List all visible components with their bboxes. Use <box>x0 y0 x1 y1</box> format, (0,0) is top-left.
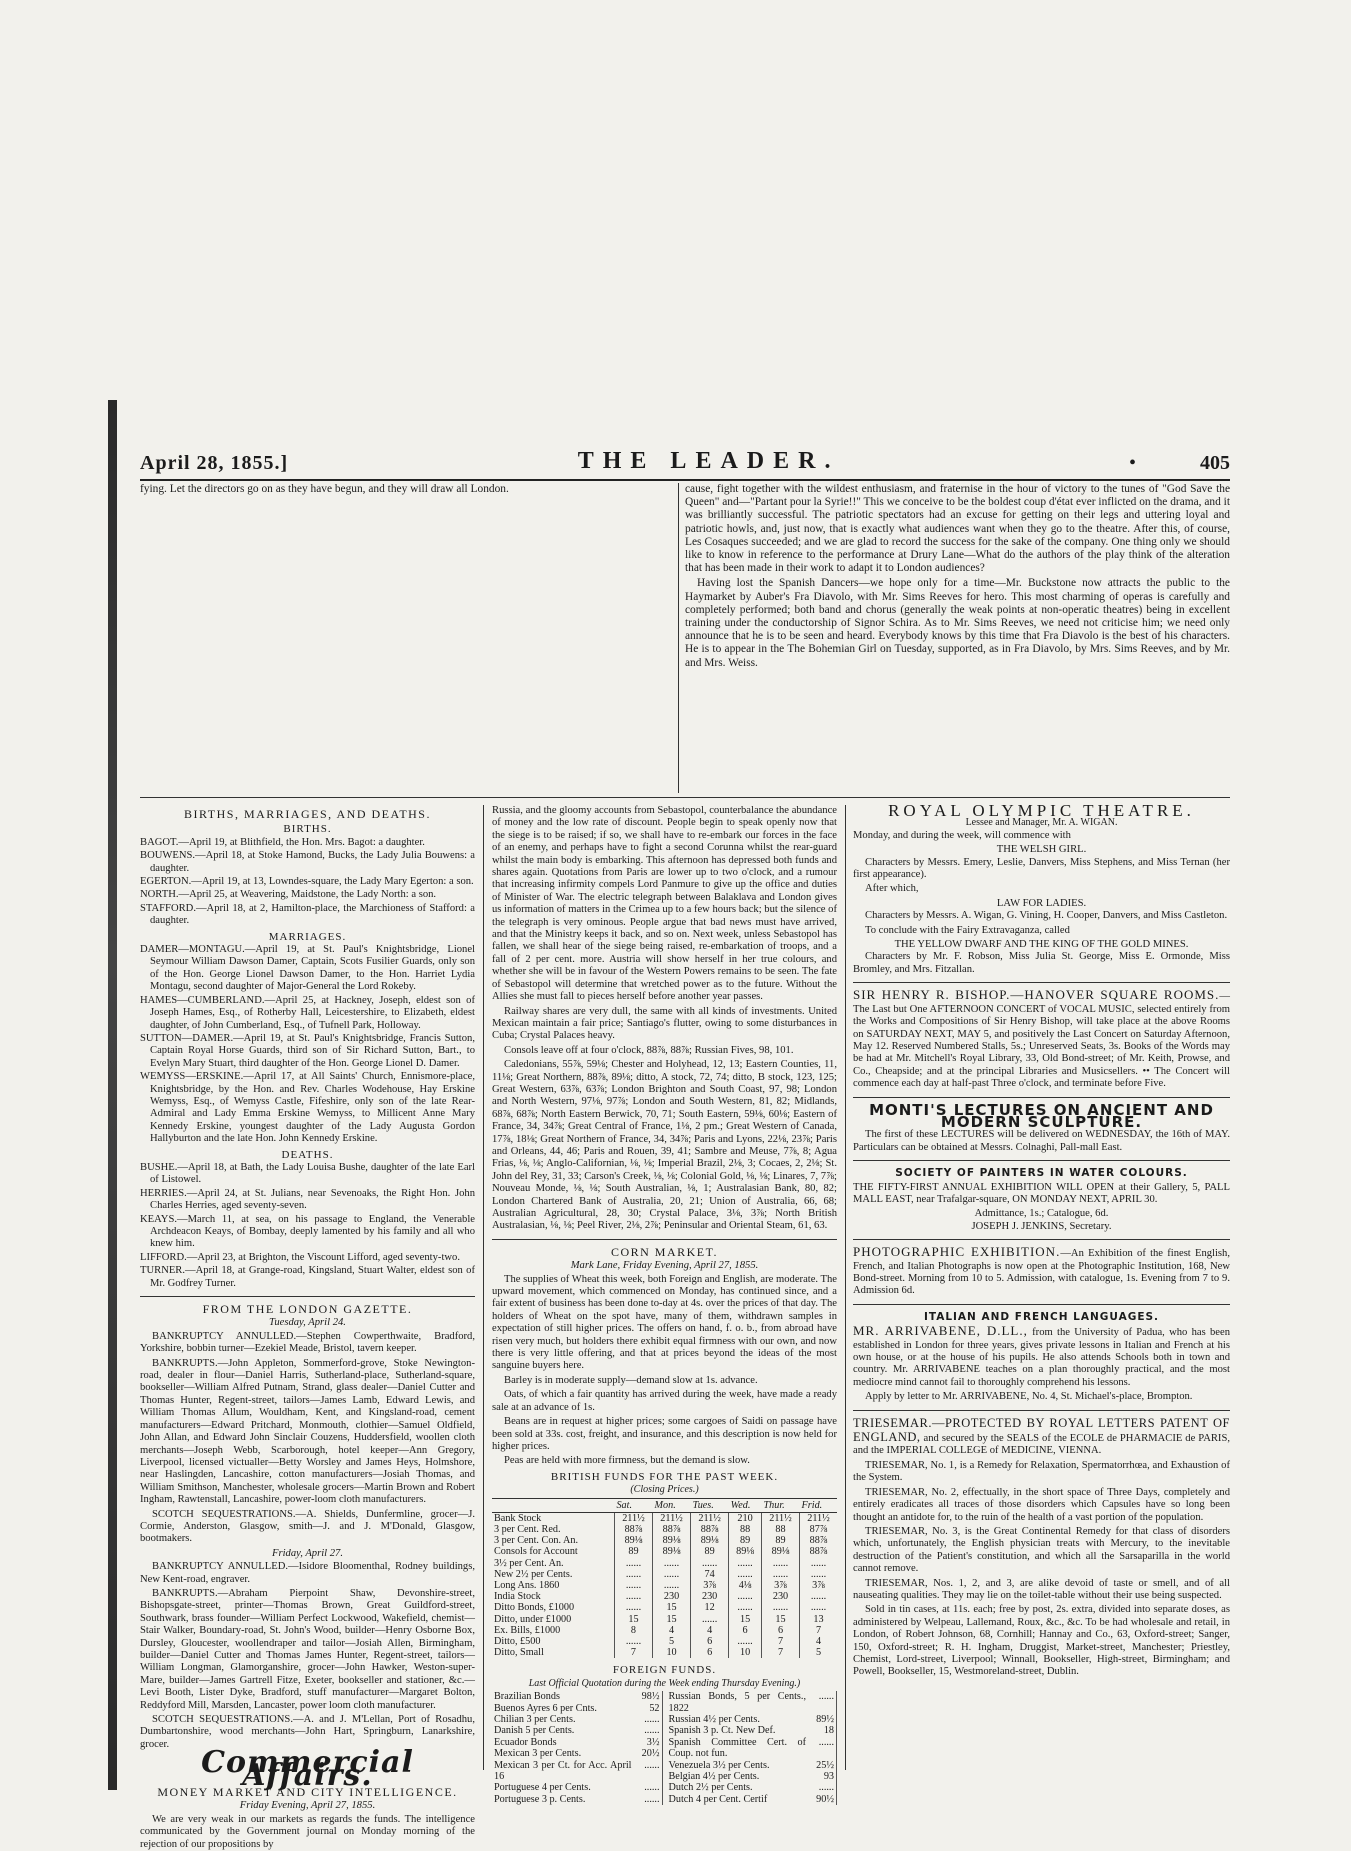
fund-price-cell: 89⅛ <box>653 1546 691 1557</box>
fund-price-cell: ...... <box>761 1569 799 1580</box>
fund-price-cell: ...... <box>729 1569 762 1580</box>
gazette-paragraph: BANKRUPTCY ANNULLED.—Isidore Bloomenthal, Rodney buildings, New Kent-road, engraver. <box>140 1561 475 1585</box>
fund-price-cell: 7 <box>800 1625 837 1636</box>
foreign-fund-name: Buenos Ayres 6 per Cnts. <box>494 1702 597 1714</box>
fund-price-cell: 88⅞ <box>653 1524 691 1535</box>
fund-price-cell: ...... <box>729 1602 762 1613</box>
foreign-fund-price: 98½ <box>634 1691 663 1702</box>
death-entry: TURNER.—April 18, at Grange-road, Kingsland, Stuart Walter, eldest son of Mr. Godfrey Turner. <box>140 1265 475 1289</box>
foreign-funds-right <box>667 1691 838 1805</box>
section-rule <box>853 1097 1230 1098</box>
table-row <box>492 1524 837 1535</box>
bishop-advert <box>853 989 1230 1090</box>
table-row <box>492 1794 662 1805</box>
triesemar-paragraph: TRIESEMAR, No. 3, is the Great Continental Remedy for that class of disorders which, unfortunately, the English physician treats with Mercury, to the inevitable destruction of the Patient's constitution, and which all the Sarsaparilla in the world cannot remove. <box>853 1525 1230 1575</box>
table-row <box>492 1636 837 1647</box>
triesemar-advert <box>853 1417 1230 1458</box>
arrivabene-text: from the University of Padua, who has been established in London for three years, gives private lessons in Italian and French at his own house, or at the house of his pupils. He also attends Schools both in town and country. Mr. ARRIVABENE teaches on a plan thoroughly practical, and the most mediocre mind cannot fail to thoroughly comprehend his lessons. <box>853 1327 1230 1388</box>
table-row <box>667 1737 837 1760</box>
header-bullet: • <box>1128 452 1136 474</box>
section-rule <box>853 1410 1230 1411</box>
fund-price-cell: 211½ <box>761 1512 799 1524</box>
foreign-fund-price: ...... <box>634 1760 663 1783</box>
fund-price-cell: 88⅞ <box>614 1524 652 1535</box>
olympic-theatre-title: ROYAL OLYMPIC THEATRE. <box>888 801 1195 820</box>
foreign-fund-price: ...... <box>634 1725 663 1736</box>
column-divider <box>845 805 846 1770</box>
foreign-funds-title: FOREIGN FUNDS. <box>612 1664 717 1677</box>
deaths-heading: DEATHS. <box>281 1148 334 1161</box>
theatre-article-col1 <box>140 483 670 793</box>
table-row <box>492 1725 662 1736</box>
marriage-entry: DAMER—MONTAGU.—April 19, at St. Paul's Knightsbridge, Lionel Seymour William Dawson Damer, Captain, Scots Fusilier Guards, only son of the Hon. George Lionel Dawson Damer, to the Hon. Harriet Lydia Montagu, second daughter of Major-General the Lord Rokeby. <box>140 944 475 993</box>
column-one <box>140 805 475 1850</box>
foreign-funds-subtitle: Last Official Quotation during the Week ending Thursday Evening.) <box>528 1677 801 1689</box>
fund-name-cell: New 2½ per Cents. <box>494 1568 573 1580</box>
triesemar-paragraph: TRIESEMAR, Nos. 1, 2, and 3, are alike devoid of taste or smell, and of all nauseating qualities. They may lie on the toilet-table without their use being suspected. <box>853 1577 1230 1601</box>
fund-price-cell: 3⅞ <box>691 1580 729 1591</box>
corn-paragraph: Oats, of which a fair quantity has arrived during the week, have made a ready sale at an advance of 1s. <box>492 1389 837 1413</box>
table-row <box>667 1794 837 1805</box>
section-rule <box>853 1304 1230 1305</box>
fund-name-cell: 3 per Cent. Red. <box>494 1523 561 1535</box>
table-row <box>492 1647 837 1658</box>
gazette-paragraph: BANKRUPTCY ANNULLED.—Stephen Cowperthwaite, Bradford, Yorkshire, bobbin turner—Ezekiel Meade, Bristol, tavern keeper. <box>140 1330 475 1355</box>
newspaper-page <box>140 445 1230 1850</box>
column-header: Thur. <box>761 1498 799 1512</box>
column-divider <box>483 805 484 1770</box>
fund-price-cell: ...... <box>800 1558 837 1569</box>
money-market-paragraph: Caledonians, 55⅞, 59⅛; Chester and Holyhead, 12, 13; Eastern Counties, 11, 11⅛; Great Northern, 88⅞, 89⅛; ditto, A stock, 72, 74; ditto, B stock, 123, 125; Great Western, 63⅞, 63⅞; London Brighton and South Coast, 97, 98; London and North Western, 97⅛, 97⅞; London and South Western, 81, 82; Midlands, 68⅞, 68⅞; North Eastern Berwick, 70, 71; South Eastern, 59⅛, 60⅛; Eastern of France, 34, 34⅞; Great Central of France, 1⅛, 2 pm.; Great Western of Canada, 17⅞, 18⅛; Great Northern of France, 34, 34⅞; Paris and Lyons, 22⅛, 23⅞; Paris and Orleans, 44, 46; Paris and Rouen, 39, 41; Sambre and Meuse, 7⅞, 8; Agua Frias, ⅛, ⅛; Anglo-Californian, ⅛, ⅛; Imperial Brazil, 2⅛, 3; Cocaes, 2, 2⅛; St. John del Rey, 31, 33; Carson's Creek, ⅛, ⅛; Colonial Gold, ⅛, ⅛; Linares, 7, 7⅞; Nouveau Monde, ⅛, ⅛; South Australian, ⅛, 1; Australasian Bank, 80, 82; London Chartered Bank of Australia, 20, 21; Union of Australia, 66, 68; Australian Agricultural, 28, 30; Crystal Palace, 3⅛, 3⅞; North British Australasian, ⅛, ⅛; Peel River, 2⅛, 2⅞; Peninsular and Oriental Steam, 61, 63. <box>492 1059 837 1232</box>
fund-price-cell: 13 <box>800 1614 837 1625</box>
bishop-text: —The Last but One AFTERNOON CONCERT of VOCAL MUSIC, selected entirely from the Works and Compositions of Sir Henry Bishop, will take place at the above Rooms on SATURDAY NEXT, MAY 5, and positively the Last Concert on Saturday Afternoon, May 12. Reserved Numbered Stalls, 5s.; Unreserved Seats, 3s. Books of the Words may be had at Mr. Mitchell's Royal Library, 33, Old Bond-street; of Mr. Keith, Prowse, and Co., Cheapside; and at the principal Libraries and Musicsellers. •• The Concert will commence each day at half-past Three o'clock, and terminate before Five. <box>853 991 1230 1090</box>
fund-name-cell: Ditto, £500 <box>494 1635 541 1647</box>
money-market-paragraph: Consols leave off at four o'clock, 88⅞, 88⅞; Russian Fives, 98, 101. <box>504 1044 794 1056</box>
money-market-paragraph: Railway shares are very dull, the same with all kinds of investments. United Mexican maintain a fair price; Santiago's flutter, owing to some disturbances in Cuba; Crystal Palaces heavy. <box>492 1005 837 1042</box>
fund-name-cell: Ditto, Small <box>494 1647 544 1659</box>
fund-price-cell: ...... <box>800 1591 837 1602</box>
birth-entry: EGERTON.—April 19, at 13, Lowndes-square, the Lady Mary Egerton: a son. <box>140 876 474 888</box>
fund-price-cell: 87⅞ <box>800 1524 837 1535</box>
fund-price-cell: 15 <box>761 1614 799 1625</box>
olympic-play-title: THE YELLOW DWARF AND THE KING OF THE GOLD MINES. <box>894 939 1189 951</box>
olympic-line: Monday, and during the week, will commence with <box>853 829 1071 841</box>
fund-name-cell: Bank Stock <box>494 1512 542 1524</box>
foreign-fund-name: Portuguese 3 p. Cents. <box>494 1793 586 1805</box>
masthead-title: THE LEADER. <box>577 448 840 474</box>
fund-price-cell: 211½ <box>653 1512 691 1524</box>
column-header: Sat. <box>614 1498 652 1512</box>
table-row <box>667 1691 837 1714</box>
table-row <box>667 1782 837 1793</box>
section-rule <box>140 1296 475 1297</box>
foreign-fund-name: Dutch 2½ per Cents. <box>668 1782 753 1794</box>
fund-price-cell: 7 <box>761 1636 799 1647</box>
section-rule <box>492 1239 837 1240</box>
corn-market-date: Mark Lane, Friday Evening, April 27, 1855. <box>570 1260 759 1272</box>
money-market-date: Friday Evening, April 27, 1855. <box>239 1800 376 1812</box>
column-header: Wed. <box>729 1498 762 1512</box>
fund-price-cell: 6 <box>691 1636 729 1647</box>
column-two <box>492 805 837 1805</box>
fund-price-cell: ...... <box>653 1580 691 1591</box>
column-three <box>853 801 1230 1770</box>
fund-price-cell: 6 <box>729 1625 762 1636</box>
fund-price-cell: 88 <box>729 1524 762 1535</box>
fund-price-cell: 5 <box>800 1647 837 1658</box>
british-funds-body <box>492 1512 837 1658</box>
monti-lectures-title: MONTI'S LECTURES ON ANCIENT AND MODERN SCULPTURE. <box>869 1100 1214 1131</box>
fund-price-cell: 5 <box>653 1636 691 1647</box>
fund-price-cell: 15 <box>653 1614 691 1625</box>
table-row <box>492 1602 837 1613</box>
arrivabene-apply: Apply by letter to Mr. ARRIVABENE, No. 4, St. Michael's-place, Brompton. <box>865 1391 1193 1403</box>
corn-market-title: CORN MARKET. <box>610 1244 719 1259</box>
photo-text: —An Exhibition of the finest English, French, and Italian Photographs is now open at the Photographic Institution, 168, New Bond-street. Morning from 10 to 5. Admission, with catalogue, 1s. Evening from 7 to 9. Admission 6d. <box>853 1248 1230 1297</box>
column-header <box>492 1498 614 1512</box>
table-row <box>492 1691 662 1702</box>
arrivabene-advert <box>853 1325 1230 1389</box>
olympic-line: To conclude with the Fairy Extravaganza, called <box>865 924 1070 936</box>
fund-price-cell: 211½ <box>691 1512 729 1524</box>
foreign-fund-name: Russian 4½ per Cents. <box>668 1714 760 1725</box>
foreign-fund-name: Spanish 3 p. Ct. New Def. <box>668 1725 776 1737</box>
bishop-title: SIR HENRY R. BISHOP.—HANOVER SQUARE ROOMS. <box>853 987 1220 1003</box>
fund-price-cell: 3⅞ <box>800 1580 837 1591</box>
gazette-paragraph: BANKRUPTS.—John Appleton, Sommerford-grove, Stoke Newington-road, dealer in flour—Daniel Harris, Sutherland-place, Sutherland-square, bookseller—William Alfred Putnam, Strand, glass dealer—Daniel Cutter and Thomas Hunter, Regent-street, tailors—James Lamb, Edward Lewis, and William Thomas Allum, Wouldham, Kent, and Kingsland-road, cement manufacturers—Edward Pritchard, Monmouth, clothier—Samuel Oldfield, John Allan, and Edward John Sinclair Couzens, Huddersfield, woollen cloth merchants—Joseph Webb, Scarborough, hotel keeper—Ann Gregory, Liverpool, licensed victualler—Betty Worsley and James Heys, Holmshore, near Haslingden, Lancashire, cotton manufacturers—Josiah Thomas, and William Smithson, Manchester, wholesale grocers—Martin Brown and Robert Ingham, Rawtenstall, Lancashire, power-loom cloth manufacturers. <box>140 1357 475 1506</box>
triesemar-paragraph: TRIESEMAR, No. 2, effectually, in the short space of Three Days, completely and entirely eradicates all traces of those disorders which Capsules have so long been thought an antidote for, to the ruin of the health of a vast portion of the population. <box>853 1486 1230 1523</box>
fund-price-cell: ...... <box>691 1558 729 1569</box>
fund-price-cell: 6 <box>761 1625 799 1636</box>
fund-price-cell: 88⅞ <box>800 1535 837 1546</box>
fund-name-cell: Ex. Bills, £1000 <box>494 1624 561 1636</box>
foreign-fund-price: ...... <box>634 1714 663 1725</box>
table-row <box>667 1771 837 1782</box>
fund-price-cell: ...... <box>614 1636 652 1647</box>
british-funds-subtitle: (Closing Prices.) <box>630 1484 699 1496</box>
page-header <box>140 445 1230 481</box>
fund-price-cell: 8 <box>614 1625 652 1636</box>
fund-price-cell: 6 <box>691 1647 729 1658</box>
fund-price-cell: ...... <box>614 1569 652 1580</box>
commercial-affairs-title: Commercial Affairs. <box>201 1745 414 1793</box>
fund-price-cell: ...... <box>691 1614 729 1625</box>
foreign-fund-price: 89½ <box>808 1714 837 1725</box>
photo-advert <box>853 1246 1230 1298</box>
section-rule <box>853 982 1230 983</box>
gazette-title: FROM THE LONDON GAZETTE. <box>202 1302 413 1317</box>
fund-price-cell: 89⅛ <box>691 1535 729 1546</box>
painters-admittance: Admittance, 1s.; Catalogue, 6d. <box>974 1208 1109 1220</box>
binding-edge-shadow <box>108 400 117 1790</box>
birth-entry: STAFFORD.—April 18, at 2, Hamilton-place, the Marchioness of Stafford: a daughter. <box>140 902 475 927</box>
article-paragraph: cause, fight together with the wildest enthusiasm, and fraternise in the hour of victory to the tunes of "God Save the Queen" and—"Partant pour la Syrie!!" This we conceive to be the boldest coup d'état ever inflicted on the drama, and it was brilliantly successful. The patriotic spectators had an excuse for getting on their legs and uttering loyal and patriotic howls, and, just now, that is exactly what audiences want when they go to the theatre. After this, of course, Les Cosaques succeeded; and we are glad to record the success for the sake of the company. One thing only we should like to know in reference to the performance at Drury Lane—What do the authors of the play think of the alteration that has been made in their work to adapt it to London audiences? <box>685 483 1230 575</box>
foreign-fund-name: Mexican 3 per Ct. for Acc. April 16 <box>494 1759 632 1783</box>
fund-price-cell: 4⅛ <box>729 1580 762 1591</box>
death-entry: BUSHE.—April 18, at Bath, the Lady Louisa Bushe, daughter of the late Earl of Listowel. <box>140 1161 475 1186</box>
foreign-fund-price: ...... <box>808 1782 837 1793</box>
table-row <box>492 1748 662 1759</box>
fund-name-cell: 3½ per Cent. An. <box>494 1557 564 1569</box>
monti-lectures-text: The first of these LECTURES will be delivered on WEDNESDAY, the 16th of MAY. Particulars can be obtained at Messrs. Colnaghi, Pall-mall East. <box>853 1129 1230 1153</box>
table-row <box>492 1546 837 1557</box>
table-row <box>492 1558 837 1569</box>
foreign-fund-name: Belgian 4½ per Cents. <box>668 1771 760 1783</box>
fund-name-cell: India Stock <box>494 1591 541 1603</box>
birth-entry: BOUWENS.—April 18, at Stoke Hamond, Bucks, the Lady Julia Bouwens: a daughter. <box>140 850 475 874</box>
marriage-entry: SUTTON—DAMER.—April 19, at St. Paul's Knightsbridge, Francis Sutton, Captain Royal Horse Guards, third son of Sir Richard Sutton, Bart., to Evelyn Mary Stuart, third daughter of the Hon. George Lionel D. Damer. <box>140 1032 475 1069</box>
birth-entry: BAGOT.—April 19, at Blithfield, the Hon. Mrs. Bagot: a daughter. <box>140 836 425 848</box>
fund-price-cell: 10 <box>729 1647 762 1658</box>
issue-date: April 28, 1855.] <box>140 452 289 474</box>
fund-price-cell: 89 <box>691 1546 729 1557</box>
fund-price-cell: ...... <box>800 1602 837 1613</box>
bmd-title: BIRTHS, MARRIAGES, AND DEATHS. <box>184 807 431 821</box>
fund-name-cell: Ditto, under £1000 <box>494 1613 572 1625</box>
british-funds-title: BRITISH FUNDS FOR THE PAST WEEK. <box>550 1470 779 1483</box>
fund-price-cell: ...... <box>653 1569 691 1580</box>
column-divider <box>678 483 679 793</box>
table-row <box>492 1614 837 1625</box>
money-market-paragraph: We are very weak in our markets as regards the funds. The intelligence communicated by the Government journal on Monday morning of the rejection of our propositions by <box>140 1813 475 1850</box>
fund-price-cell: 88 <box>761 1524 799 1535</box>
column-header: Mon. <box>653 1498 691 1512</box>
fund-name-cell: Ditto Bonds, £1000 <box>494 1602 575 1614</box>
marriages-heading: MARRIAGES. <box>268 930 347 943</box>
table-row <box>492 1580 837 1591</box>
foreign-fund-price: ...... <box>634 1782 663 1793</box>
column-header: Frid. <box>800 1498 837 1512</box>
fund-price-cell: 88⅞ <box>800 1546 837 1557</box>
corn-paragraph: Beans are in request at higher prices; some cargoes of Saidi on passage have been sold at 33s. cost, freight, and insurance, and this description is now held for higher prices. <box>492 1416 837 1452</box>
fund-price-cell: 89 <box>729 1535 762 1546</box>
money-market-paragraph: Russia, and the gloomy accounts from Sebastopol, counterbalance the abundance of money and the low rate of discount. People begin to speak openly now that the siege is to be raised; if so, we shall have to re-embark our forces in the face of an enemy, and perhaps have to fight a second Corunna whilst the rear-guard whilst the main body is embarking. This afternoon has depressed both funds and shares again. Quotations from Paris are lower up to two o'clock, and a rumour that increasing infirmity compels Lord Panmure to give up the office and duties of Minister of War. The electric telegraph between Balaklava and London gives us information of matters in the Crimea up to a few hours back; but the silence of the telegraph is very ominous. People argue that bad news must have arrived, and that the Ministry keeps it back, and so on. Next week, unless Sebastopol has fallen, we shall hear of the siege being raised, re-embarkation of troops, and a fall of 2 per cent. more. Austria will show herself in her true colours, and whether she will be in favour of the Western Powers remains to be seen. The fate of Sebastopol will determine that wretched power as to the future. Without the Allies she must fall to pieces herself before another year passes. <box>492 805 837 1003</box>
fund-price-cell: ...... <box>729 1558 762 1569</box>
fund-name-cell: 3 per Cent. Con. An. <box>494 1535 579 1547</box>
fund-price-cell: 4 <box>691 1625 729 1636</box>
article-paragraph: fying. Let the directors go on as they have begun, and they will draw all London. <box>140 483 509 495</box>
corn-paragraph: Barley is in moderate supply—demand slow at 1s. advance. <box>504 1374 758 1386</box>
money-market-title: MONEY MARKET AND CITY INTELLIGENCE. <box>157 1785 458 1800</box>
table-row <box>492 1760 662 1783</box>
foreign-fund-name: Ecuador Bonds <box>494 1736 557 1748</box>
foreign-fund-name: Brazilian Bonds <box>494 1691 560 1703</box>
death-entry: LIFFORD.—April 23, at Brighton, the Viscount Lifford, aged seventy-two. <box>140 1251 460 1263</box>
foreign-fund-price: 25½ <box>808 1760 837 1771</box>
foreign-fund-name: Mexican 3 per Cents. <box>494 1748 582 1760</box>
table-row <box>667 1714 837 1725</box>
column-header: Tues. <box>691 1498 729 1512</box>
painters-text: THE FIFTY-FIRST ANNUAL EXHIBITION WILL OPEN at their Gallery, 5, PALL MALL EAST, near Trafalgar-square, ON MONDAY NEXT, APRIL 30. <box>853 1181 1230 1205</box>
photo-title: PHOTOGRAPHIC EXHIBITION. <box>853 1244 1061 1260</box>
table-row <box>667 1725 837 1736</box>
fund-price-cell: ...... <box>614 1558 652 1569</box>
triesemar-paragraph: Sold in tin cases, at 11s. each; free by post, 2s. extra, divided into separate doses, as administered by Welpeau, Lallemand, Roux, &c., &c. To be had wholesale and retail, in London, of Robert Johnson, 68, Cornhill; Hannay and Co., 63, Oxford-street; Sanger, 150, Oxford-street; R. H. Ingham, Druggist, Market-street, Manchester; Priestley, Chemist, Lord-street, Liverpool; Winnall, Bookseller, High-street, Birmingham; and Powell, Bookseller, 15, Westmoreland-street, Dublin. <box>853 1604 1230 1678</box>
table-header-row <box>492 1498 837 1512</box>
foreign-fund-name: Venezuela 3½ per Cents. <box>668 1759 770 1771</box>
table-row <box>492 1512 837 1524</box>
fund-price-cell: ...... <box>800 1569 837 1580</box>
gazette-date: Tuesday, April 24. <box>269 1317 346 1329</box>
corn-paragraph: The supplies of Wheat this week, both Foreign and English, are moderate. The upward movement, which commenced on Monday, has continued since, and a fair extent of business has been done to-day at 4s. over the prices of that day. The holders of Wheat on the spot have, many of them, withdrawn samples in expectation of still higher prices. The offers on hand, f. o. b., from abroad have risen very much, but holders there exhibit equal firmness with our own, and now there is very little offering, and that at prices beyond the ideas of the most sanguine buyers here. <box>492 1273 837 1372</box>
table-row <box>492 1535 837 1546</box>
fund-price-cell: 4 <box>653 1625 691 1636</box>
arrivabene-title: MR. ARRIVABENE, D.LL., <box>853 1323 1028 1339</box>
gazette-date: Friday, April 27. <box>271 1547 344 1559</box>
fund-price-cell: 211½ <box>800 1512 837 1524</box>
fund-price-cell: 15 <box>653 1602 691 1613</box>
foreign-fund-name: Spanish Committee Cert. of Coup. not fun. <box>668 1736 806 1760</box>
fund-price-cell: 89⅛ <box>653 1535 691 1546</box>
foreign-fund-name: Portuguese 4 per Cents. <box>494 1782 591 1794</box>
painters-secretary: JOSEPH J. JENKINS, Secretary. <box>971 1220 1112 1232</box>
foreign-fund-price: ...... <box>808 1737 837 1760</box>
fund-price-cell: 230 <box>691 1591 729 1602</box>
fund-price-cell: ...... <box>653 1558 691 1569</box>
foreign-funds-left <box>492 1691 663 1805</box>
foreign-fund-price: 93 <box>808 1771 837 1782</box>
table-row <box>492 1569 837 1580</box>
fund-price-cell: 12 <box>691 1602 729 1613</box>
fund-price-cell: ...... <box>761 1558 799 1569</box>
gazette-paragraph: SCOTCH SEQUESTRATIONS.—A. and J. M'Lellan, Port of Rosadhu, Dumbartonshire, wood merchants—John Hart, Springburn, Lanarkshire, grocer. <box>140 1714 475 1750</box>
fund-price-cell: 230 <box>653 1591 691 1602</box>
gazette-paragraph: SCOTCH SEQUESTRATIONS.—A. Shields, Dunfermline, grocer—J. Cormie, Anderston, Glasgow, smith—J. and J. M'Donald, Glasgow, bootmakers. <box>140 1508 475 1545</box>
fund-price-cell: 89 <box>614 1546 652 1557</box>
fund-price-cell: 15 <box>614 1614 652 1625</box>
fund-name-cell: Long Ans. 1860 <box>494 1579 560 1591</box>
section-rule <box>853 1160 1230 1161</box>
table-row <box>492 1703 662 1714</box>
fund-price-cell: 10 <box>653 1647 691 1658</box>
triesemar-title: TRIESEMAR.—PROTECTED BY ROYAL LETTERS PATENT OF ENGLAND, <box>853 1415 1230 1445</box>
olympic-line: Characters by Messrs. A. Wigan, G. Vining, H. Cooper, Danvers, and Miss Castleton. <box>865 910 1228 922</box>
fund-price-cell: 211½ <box>614 1512 652 1524</box>
fund-price-cell: ...... <box>614 1580 652 1591</box>
olympic-line: After which, <box>865 883 919 895</box>
page-number: 405 <box>1200 452 1230 474</box>
fund-price-cell: 89 <box>761 1535 799 1546</box>
fund-price-cell: ...... <box>614 1591 652 1602</box>
foreign-fund-name: Dutch 4 per Cent. Certif <box>668 1793 768 1805</box>
olympic-line: Characters by Mr. F. Robson, Miss Julia St. George, Miss E. Ormonde, Miss Bromley, and Mrs. Fitzallan. <box>853 951 1230 975</box>
table-row <box>667 1760 837 1771</box>
foreign-fund-price: 52 <box>634 1703 663 1714</box>
section-rule <box>140 797 1230 798</box>
marriage-entry: HAMES—CUMBERLAND.—April 25, at Hackney, Joseph, eldest son of Joseph Hames, Esq., of Rotherby Hall, Leicestershire, to Elizabeth, eldest daughter, of John Cumberland, Esq., of Tufnell Park, Holloway. <box>140 994 475 1031</box>
foreign-fund-price: 3½ <box>634 1737 663 1748</box>
fund-price-cell: ...... <box>614 1602 652 1613</box>
death-entry: KEAYS.—March 11, at sea, on his passage to England, the Venerable Archdeacon Keays, of Bombay, deeply lamented by his family and all who knew him. <box>140 1213 475 1250</box>
corn-paragraph: Peas are held with more firmness, but the demand is slow. <box>504 1455 750 1467</box>
section-rule <box>853 1239 1230 1240</box>
table-row <box>492 1625 837 1636</box>
table-row <box>492 1714 662 1725</box>
foreign-fund-name: Danish 5 per Cents. <box>494 1725 575 1737</box>
foreign-fund-name: Chilian 3 per Cents. <box>494 1714 576 1725</box>
fund-price-cell: 74 <box>691 1569 729 1580</box>
fund-price-cell: ...... <box>729 1591 762 1602</box>
table-row <box>492 1591 837 1602</box>
fund-price-cell: 15 <box>729 1614 762 1625</box>
foreign-funds-tables <box>492 1691 837 1805</box>
fund-price-cell: 210 <box>729 1512 762 1524</box>
fund-price-cell: 3⅞ <box>761 1580 799 1591</box>
fund-price-cell: 89⅛ <box>614 1535 652 1546</box>
fund-price-cell: 4 <box>800 1636 837 1647</box>
births-heading: BIRTHS. <box>283 823 332 836</box>
marriage-entry: WEMYSS—ERSKINE.—April 17, at All Saints' Church, Ennismore-place, Knightsbridge, by the Hon. and Rev. Charles Wodehouse, Hay Erskine Wemyss, Esq., of Wemyss Castle, Fifeshire, only son of the late Rear-Admiral and Lady Emma Erskine Wemyss, to Millicent Anne Mary Kennedy Erskine, youngest daughter of the Lady Augusta Gordon Hallyburton and the late Hon. John Kennedy Erskine. <box>140 1071 475 1145</box>
article-paragraph: Having lost the Spanish Dancers—we hope only for a time—Mr. Buckstone now attracts the public to the Haymarket by Auber's Fra Diavolo, with Mr. Sims Reeves for hero. This most charming of operas is carefully and completely performed; both band and chorus (generally the weak points at non-operatic theatres) being in excellent training under the conductorship of Signor Schira. As to Mr. Sims Reeves, we need not criticise him; we need only announce that he is to be seen and heard. Everybody knows by this time that Fra Diavolo is the best of his characters. He is to appear in the The Bohemian Girl on Tuesday, supported, as in Fra Diavolo, by Mrs. Sims Reeves, and by Mr. and Mrs. Weiss. <box>685 577 1230 669</box>
fund-price-cell: 7 <box>614 1647 652 1658</box>
olympic-lessee: Lessee and Manager, Mr. A. WIGAN. <box>965 817 1118 829</box>
olympic-play-title: THE WELSH GIRL. <box>996 844 1087 856</box>
table-row <box>492 1737 662 1748</box>
fund-price-cell: ...... <box>729 1636 762 1647</box>
olympic-line: Characters by Messrs. Emery, Leslie, Danvers, Miss Stephens, and Miss Ternan (her first appearance). <box>853 856 1230 881</box>
birth-entry: NORTH.—April 25, at Weavering, Maidstone, the Lady North: a son. <box>140 889 437 901</box>
foreign-fund-price: 18 <box>808 1725 837 1736</box>
death-entry: HERRIES.—April 24, at St. Julians, near Sevenoaks, the Right Hon. John Charles Herries, aged seventy-seven. <box>140 1187 475 1212</box>
olympic-play-title: LAW FOR LADIES. <box>996 897 1087 909</box>
fund-price-cell: ...... <box>761 1602 799 1613</box>
theatre-article-col2 <box>685 483 1230 793</box>
foreign-fund-price: 20½ <box>634 1748 663 1759</box>
foreign-fund-name: Russian Bonds, 5 per Cents., 1822 <box>668 1691 806 1714</box>
fund-price-cell: 7 <box>761 1647 799 1658</box>
languages-title: ITALIAN AND FRENCH LANGUAGES. <box>923 1310 1160 1323</box>
fund-price-cell: 230 <box>761 1591 799 1602</box>
fund-name-cell: Consols for Account <box>494 1546 578 1558</box>
british-funds-table <box>492 1498 837 1659</box>
triesemar-paragraph: TRIESEMAR, No. 1, is a Remedy for Relaxation, Spermatorrhœa, and Exhaustion of the System. <box>853 1459 1230 1484</box>
foreign-fund-price: 90½ <box>808 1794 837 1805</box>
foreign-fund-price: ...... <box>634 1794 663 1805</box>
fund-price-cell: 88⅞ <box>691 1524 729 1535</box>
foreign-fund-price: ...... <box>808 1691 837 1714</box>
gazette-paragraph: BANKRUPTS.—Abraham Pierpoint Shaw, Devonshire-street, Bishopsgate-street, printer—Thomas Brown, Great Guildford-street, Southwark, brass founder—William Perfect Lockwood, Wakefield, chemist—Stair Walker, Boundary-road, St. John's Wood, builder—Henry Osborne Box, Dursley, Gloucester, woollendraper and tailor—Josiah Allen, Birmingham, builder—Daniel Cutter and Thomas James Hunter, Regent-street, tailors—William Longman, Glamorganshire, grocer—John Hawker, Weston-super-Mare, builder—James Gartrell Fitze, Exeter, bookseller and stationer, &c.—Levi Booth, Lister Dyke, Bradford, stuff manufacturer—Margaret Bolton, Reddyford Mill, Marsden, Lancaster, power loom cloth manufacturer. <box>140 1587 475 1711</box>
fund-price-cell: 89⅛ <box>761 1546 799 1557</box>
fund-price-cell: 89⅛ <box>729 1546 762 1557</box>
painters-society-title: SOCIETY OF PAINTERS IN WATER COLOURS. <box>895 1167 1188 1180</box>
table-row <box>492 1782 662 1793</box>
triesemar-text: and secured by the SEALS of the ECOLE de PHARMACIE de PARIS, and the IMPERIAL COLLEGE of MEDICINE, VIENNA. <box>853 1433 1230 1457</box>
